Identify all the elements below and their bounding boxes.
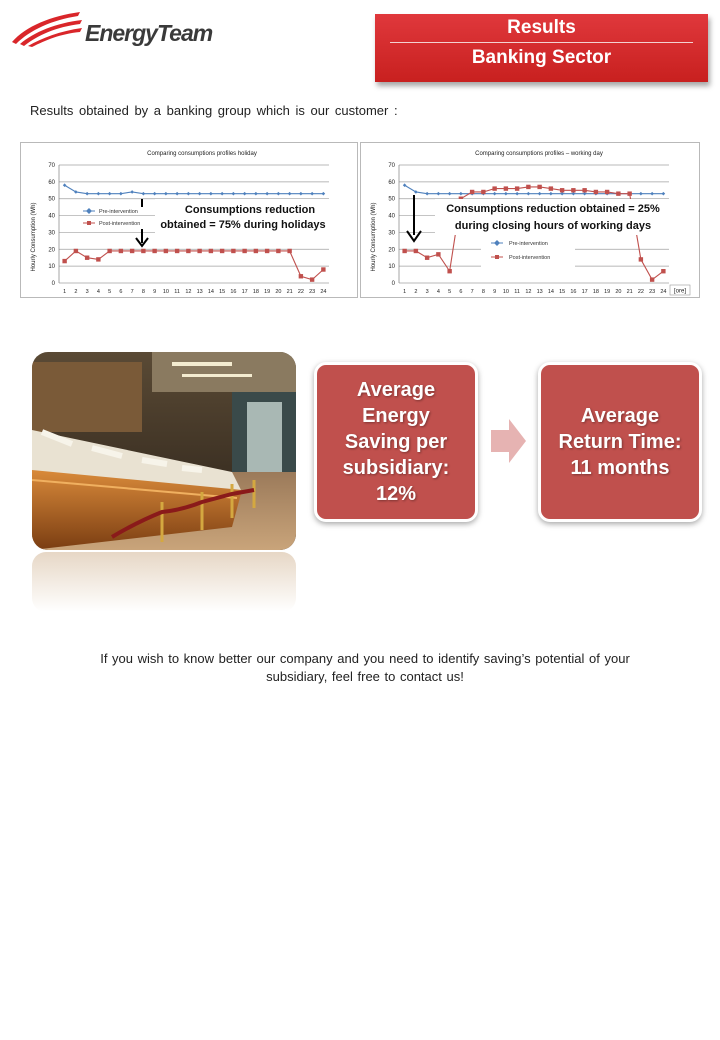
data-point-post: [242, 249, 246, 253]
data-point-post: [492, 186, 496, 190]
x-tick-label: 24: [320, 289, 327, 295]
y-tick-label: 50: [48, 196, 55, 203]
x-tick-label: 15: [219, 289, 226, 295]
annotation-line-1: Consumptions reduction obtained = 25%: [446, 203, 660, 215]
x-tick-label: 7: [470, 289, 474, 295]
data-point-pre: [549, 192, 553, 196]
data-point-pre: [299, 192, 303, 196]
energy-saving-value: 12%: [375, 483, 416, 505]
data-point-post: [627, 191, 631, 195]
data-point-pre: [459, 192, 463, 196]
data-point-pre: [97, 192, 101, 196]
energy-saving-line-1: Average: [356, 379, 436, 401]
data-point-post: [231, 249, 235, 253]
x-tick-label: 3: [425, 289, 429, 295]
data-point-post: [639, 257, 643, 261]
data-point-pre: [108, 192, 112, 196]
legend-marker-post: [87, 221, 91, 225]
data-point-post: [287, 249, 291, 253]
data-point-post: [470, 190, 474, 194]
data-point-post: [537, 185, 541, 189]
data-point-pre: [254, 192, 258, 196]
data-point-post: [130, 249, 134, 253]
logo-swoosh-icon: [6, 8, 84, 48]
x-tick-label: 8: [481, 289, 485, 295]
series-line-post: [65, 251, 324, 280]
title-banner: [375, 14, 708, 82]
x-tick-label: 14: [547, 289, 554, 295]
x-axis-unit: [ore]: [673, 288, 687, 295]
annotation-line-2: obtained = 75% during holidays: [160, 219, 326, 231]
data-point-post: [650, 277, 654, 281]
data-point-post: [152, 249, 156, 253]
return-time-value: 11 months: [570, 457, 670, 479]
data-point-pre: [639, 192, 643, 196]
energy-saving-line-4: subsidiary:: [342, 457, 450, 479]
x-tick-label: 18: [592, 289, 599, 295]
x-tick-label: 10: [502, 289, 509, 295]
data-point-post: [209, 249, 213, 253]
data-point-post: [616, 191, 620, 195]
x-tick-label: 13: [196, 289, 203, 295]
right-arrow-icon: [491, 419, 527, 463]
y-axis-label: Hourly Consumption (Wh): [31, 202, 37, 272]
data-point-post: [310, 277, 314, 281]
data-point-post: [582, 188, 586, 192]
data-point-pre: [130, 190, 134, 194]
x-tick-label: 16: [230, 289, 237, 295]
return-time-line-1: Average: [580, 405, 660, 427]
annotation-line-1: Consumptions reduction: [184, 204, 316, 216]
series-line-pre: [65, 185, 324, 193]
data-point-post: [175, 249, 179, 253]
bank-interior-photo: [32, 352, 296, 550]
data-point-post: [96, 257, 100, 261]
data-point-post: [549, 186, 553, 190]
x-tick-label: 14: [207, 289, 214, 295]
data-point-pre: [142, 192, 146, 196]
data-point-post: [254, 249, 258, 253]
working-day-consumption-chart: [360, 142, 700, 298]
data-point-pre: [448, 192, 452, 196]
data-point-pre: [310, 192, 314, 196]
x-tick-label: 20: [275, 289, 282, 295]
data-point-post: [447, 269, 451, 273]
data-point-pre: [277, 192, 281, 196]
data-point-post: [186, 249, 190, 253]
x-tick-label: 16: [570, 289, 577, 295]
data-point-post: [85, 256, 89, 260]
x-tick-label: 9: [493, 289, 497, 295]
x-tick-label: 21: [286, 289, 293, 295]
y-tick-label: 60: [388, 179, 395, 186]
contact-line-2: subsidiary, feel free to contact us!: [266, 669, 464, 684]
data-point-post: [321, 267, 325, 271]
x-tick-label: 7: [130, 289, 134, 295]
y-tick-label: 10: [48, 264, 55, 271]
data-point-pre: [650, 192, 654, 196]
title-divider: [390, 42, 693, 43]
legend-label-post: Post-intervention: [509, 255, 551, 261]
y-tick-label: 70: [48, 163, 55, 169]
energyteam-logo: [6, 8, 236, 48]
data-point-post: [107, 249, 111, 253]
chart-title: Comparing consumptions profiles – working day: [475, 151, 603, 157]
x-tick-label: 9: [153, 289, 157, 295]
x-tick-label: 22: [637, 289, 644, 295]
data-point-post: [481, 190, 485, 194]
data-point-pre: [288, 192, 292, 196]
return-time-box: [538, 362, 702, 522]
data-point-pre: [527, 192, 531, 196]
data-point-pre: [504, 192, 508, 196]
holiday-consumption-chart: [20, 142, 358, 298]
y-tick-label: 30: [388, 230, 395, 237]
data-point-pre: [187, 192, 191, 196]
x-tick-label: 23: [309, 289, 316, 295]
x-tick-label: 12: [185, 289, 192, 295]
down-arrow-icon: [407, 195, 421, 241]
y-tick-label: 0: [391, 281, 395, 287]
annotation-line-2: during closing hours of working days: [454, 220, 652, 232]
x-tick-label: 17: [241, 289, 248, 295]
x-tick-label: 4: [436, 289, 440, 295]
y-tick-label: 40: [388, 213, 395, 220]
energy-saving-line-3: Saving per: [344, 431, 448, 453]
x-tick-label: 2: [74, 289, 78, 295]
x-tick-label: 6: [119, 289, 123, 295]
data-point-post: [62, 259, 66, 263]
y-tick-label: 60: [48, 179, 55, 186]
data-point-pre: [493, 192, 497, 196]
data-point-post: [661, 269, 665, 273]
legend-label-pre: Pre-intervention: [99, 209, 138, 215]
data-point-pre: [265, 192, 269, 196]
data-point-post: [414, 249, 418, 253]
x-tick-label: 22: [297, 289, 304, 295]
x-tick-label: 10: [162, 289, 169, 295]
data-point-post: [220, 249, 224, 253]
x-tick-label: 1: [403, 289, 407, 295]
x-tick-label: 19: [604, 289, 611, 295]
data-point-pre: [175, 192, 179, 196]
x-tick-label: 1: [63, 289, 67, 295]
brand-name: EnergyTeam: [85, 20, 213, 46]
x-tick-label: 13: [536, 289, 543, 295]
data-point-pre: [209, 192, 213, 196]
return-time-line-2: Return Time:: [558, 431, 682, 453]
data-point-post: [504, 186, 508, 190]
y-tick-label: 30: [48, 230, 55, 237]
legend-marker-pre: [86, 208, 92, 214]
y-tick-label: 10: [388, 264, 395, 271]
data-point-post: [402, 249, 406, 253]
data-point-post: [141, 249, 145, 253]
photo-reflection: [32, 552, 296, 612]
data-point-post: [594, 190, 598, 194]
y-tick-label: 0: [51, 281, 55, 287]
y-tick-label: 20: [388, 247, 395, 254]
legend-marker-post: [495, 255, 499, 259]
data-point-post: [74, 249, 78, 253]
legend-label-pre: Pre-intervention: [509, 241, 548, 247]
energy-saving-line-2: Energy: [362, 405, 430, 427]
x-tick-label: 4: [96, 289, 100, 295]
data-point-post: [164, 249, 168, 253]
data-point-pre: [119, 192, 123, 196]
y-tick-label: 20: [48, 247, 55, 254]
chart-legend: [481, 235, 575, 267]
x-tick-label: 24: [660, 289, 667, 295]
y-tick-label: 40: [48, 213, 55, 220]
x-tick-label: 5: [108, 289, 112, 295]
chart-title: Comparing consumptions profiles holiday: [147, 151, 257, 157]
x-tick-label: 21: [626, 289, 633, 295]
x-tick-label: 8: [141, 289, 145, 295]
legend-label-post: Post-intervention: [99, 221, 141, 227]
data-point-post: [425, 256, 429, 260]
data-point-post: [515, 186, 519, 190]
contact-line-1: If you wish to know better our company and you need to identify saving’s potential of your: [100, 651, 630, 666]
data-point-pre: [322, 192, 326, 196]
x-tick-label: 20: [615, 289, 622, 295]
x-tick-label: 12: [525, 289, 532, 295]
data-point-post: [299, 274, 303, 278]
data-point-post: [605, 190, 609, 194]
energy-saving-box: [314, 362, 478, 522]
data-point-pre: [220, 192, 224, 196]
contact-message: [40, 650, 690, 686]
data-point-pre: [437, 192, 441, 196]
working-day-chart-svg: [361, 143, 699, 297]
data-point-pre: [538, 192, 542, 196]
x-tick-label: 2: [414, 289, 418, 295]
data-point-pre: [425, 192, 429, 196]
x-tick-label: 18: [252, 289, 259, 295]
x-tick-label: 19: [264, 289, 271, 295]
data-point-pre: [515, 192, 519, 196]
data-point-post: [119, 249, 123, 253]
x-tick-label: 3: [85, 289, 89, 295]
chart-legend: [83, 208, 140, 227]
data-point-pre: [85, 192, 89, 196]
data-point-pre: [232, 192, 236, 196]
page-subtitle: Banking Sector: [471, 47, 612, 68]
x-tick-label: 11: [514, 289, 520, 295]
data-point-pre: [198, 192, 202, 196]
data-point-post: [436, 252, 440, 256]
x-tick-label: 6: [459, 289, 463, 295]
holiday-chart-svg: [21, 143, 357, 297]
x-tick-label: 15: [559, 289, 566, 295]
y-tick-label: 70: [388, 163, 395, 169]
x-tick-label: 5: [448, 289, 452, 295]
data-point-post: [571, 188, 575, 192]
y-tick-label: 50: [388, 196, 395, 203]
data-point-pre: [662, 192, 666, 196]
x-tick-label: 17: [581, 289, 588, 295]
data-point-post: [526, 185, 530, 189]
data-point-post: [197, 249, 201, 253]
intro-text: Results obtained by a banking group which is our customer :: [30, 103, 398, 118]
y-axis-label: Hourly Consumption (Wh): [371, 202, 377, 272]
x-tick-label: 11: [174, 289, 180, 295]
data-point-post: [276, 249, 280, 253]
data-point-post: [265, 249, 269, 253]
data-point-pre: [243, 192, 247, 196]
data-point-pre: [164, 192, 168, 196]
page-title: Results: [507, 17, 576, 38]
data-point-pre: [153, 192, 157, 196]
data-point-post: [560, 188, 564, 192]
x-tick-label: 23: [649, 289, 656, 295]
